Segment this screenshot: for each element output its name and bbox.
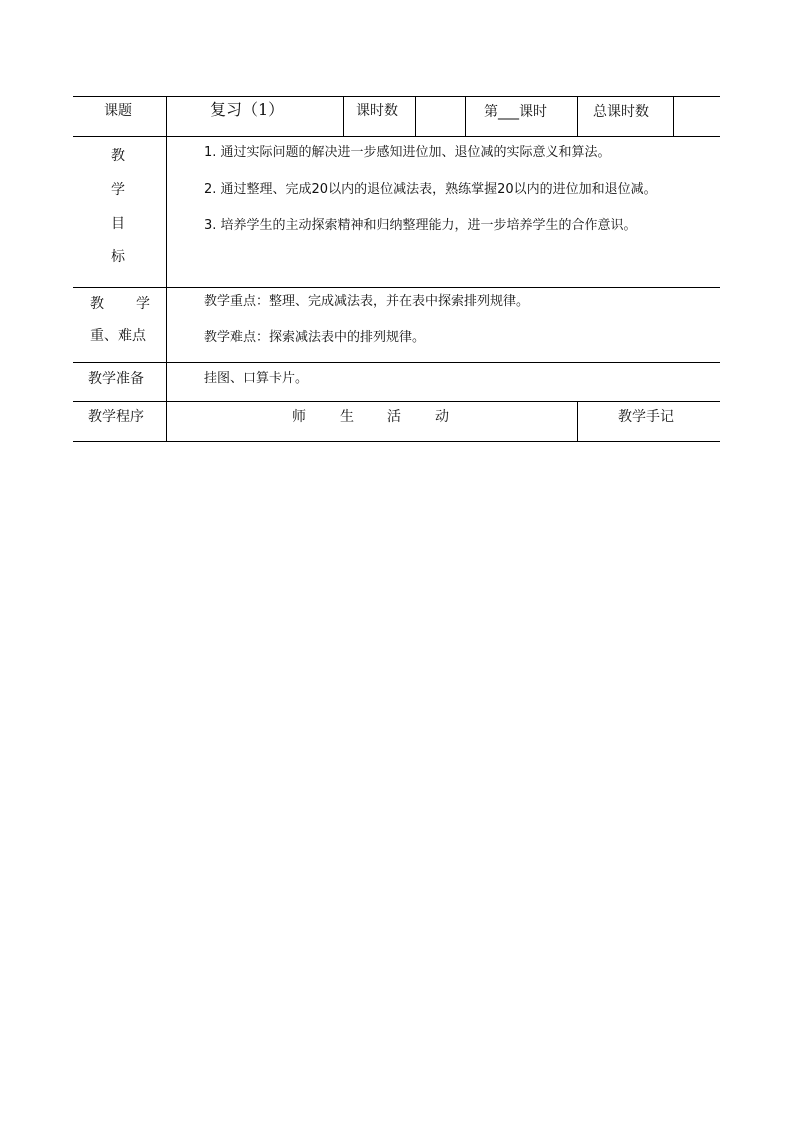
- activity-char-4: 动: [435, 409, 449, 425]
- table-border-top: [73, 96, 720, 97]
- objectives-label-char-4: 标: [111, 249, 125, 265]
- teaching-difficulty: 教学难点：探索减法表中的排列规律。: [204, 330, 426, 345]
- table-rule-header-4: [577, 96, 578, 137]
- total-periods-label: 总课时数: [593, 104, 649, 120]
- objective-item-2: 2. 通过整理、完成20以内的退位减法表，熟练掌握20以内的进位加和退位减。: [204, 182, 657, 197]
- preparation-value: 挂图、口算卡片。: [204, 371, 309, 386]
- procedure-label: 教学程序: [88, 409, 144, 425]
- topic-value: 复习（1）: [210, 100, 285, 119]
- table-rule-header: [73, 136, 720, 137]
- table-rule-header-5: [673, 96, 674, 137]
- keypoints-label-char-2: 学: [136, 296, 150, 312]
- table-rule-objectives: [73, 287, 720, 288]
- objective-item-1: 1. 通过实际问题的解决进一步感知进位加、退位减的实际意义和算法。: [204, 145, 611, 160]
- table-rule-preparation: [73, 401, 720, 402]
- objectives-label-char-3: 目: [111, 216, 125, 232]
- table-border-bottom: [73, 441, 720, 442]
- topic-label: 课题: [104, 103, 132, 119]
- activity-char-3: 活: [387, 409, 401, 425]
- period-count-label: 课时数: [356, 103, 398, 119]
- table-rule-keypoints: [73, 362, 720, 363]
- preparation-label: 教学准备: [88, 371, 144, 387]
- activity-char-1: 师: [292, 409, 306, 425]
- teaching-focus: 教学重点：整理、完成减法表，并在表中探索排列规律。: [204, 294, 530, 309]
- objectives-label-char-1: 教: [111, 148, 125, 164]
- table-rule-header-1: [343, 96, 344, 137]
- keypoints-label-char-1: 教: [90, 296, 104, 312]
- lesson-plan-table: [73, 96, 720, 442]
- keypoints-label-line-2: 重、难点: [90, 328, 146, 344]
- table-rule-header-3: [465, 96, 466, 137]
- table-rule-header-2: [415, 96, 416, 137]
- table-rule-label-column: [166, 96, 167, 442]
- lesson-number-label: 第___课时: [484, 104, 547, 120]
- activity-char-2: 生: [340, 409, 354, 425]
- teaching-notes-label: 教学手记: [618, 409, 674, 425]
- objective-item-3: 3. 培养学生的主动探索精神和归纳整理能力，进一步培养学生的合作意识。: [204, 218, 637, 233]
- objectives-label-char-2: 学: [111, 182, 125, 198]
- table-rule-notes-column: [577, 402, 578, 442]
